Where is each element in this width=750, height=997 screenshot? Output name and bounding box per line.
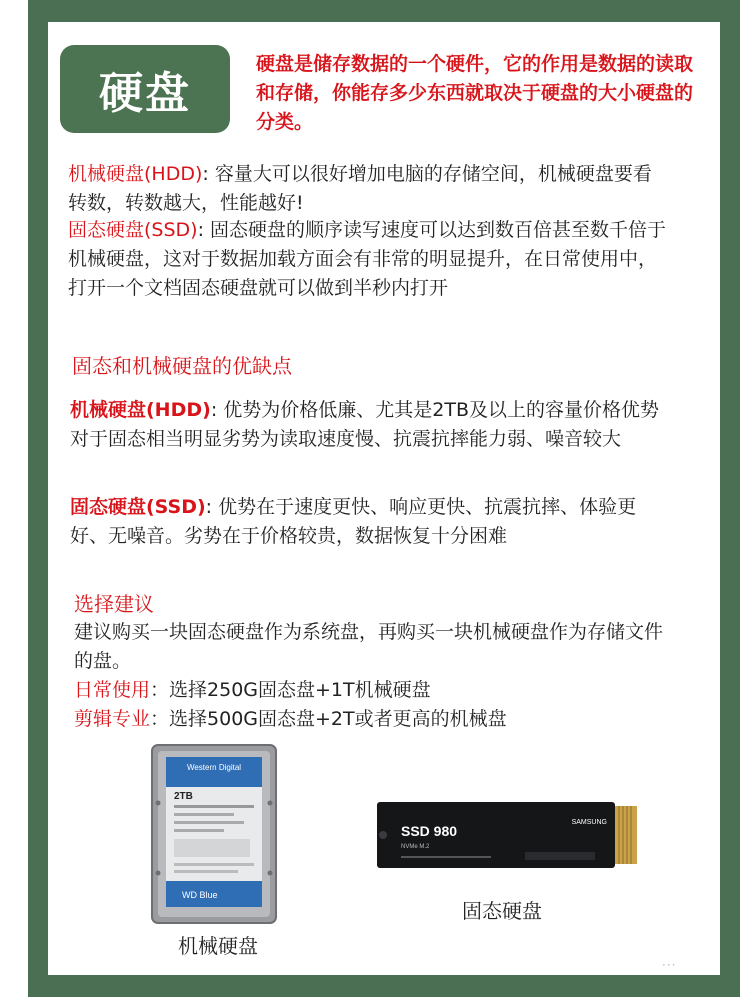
intro-text: 硬盘是储存数据的一个硬件，它的作用是数据的读取和存储，你能存多少东西就取决于硬盘的大小硬盘的分类。 xyxy=(256,53,694,133)
watermark: ··· xyxy=(662,958,677,972)
advice-text: 建议购买一块固态硬盘作为系统盘，再购买一块机械硬盘作为存储文件的盘。 xyxy=(74,621,664,672)
hdd-definition xyxy=(68,160,668,218)
ssd-image xyxy=(375,798,640,872)
ssd-definition-text: : 固态硬盘的顺序读写速度可以达到数百倍甚至数千倍于机械硬盘，这对于数据加载方面会有非常的明显提升，在日常使用中，打开一个文档固态硬盘就可以做到半秒内打开 xyxy=(68,219,667,299)
hdd-procon xyxy=(70,396,670,454)
ssd-label: 固态硬盘(SSD) xyxy=(68,219,198,241)
ssd-caption: 固态硬盘 xyxy=(462,899,542,923)
ssd-sub-text: NVMe M.2 xyxy=(401,844,430,850)
frame-border-top xyxy=(28,0,740,22)
ssd-model-text: SSD 980 xyxy=(401,823,458,839)
hdd-label: 机械硬盘(HDD) xyxy=(68,163,203,185)
advice-daily xyxy=(74,676,674,705)
hdd-image xyxy=(150,743,278,925)
ssd-definition xyxy=(68,216,668,303)
frame-border-right xyxy=(720,0,740,997)
advice-daily-text: ：选择250G固态盘+1T机械硬盘 xyxy=(150,679,431,701)
advice-edit-text: ：选择500G固态盘+2T或者更高的机械盘 xyxy=(150,708,507,730)
frame-border-left xyxy=(28,0,48,997)
advice-heading: 选择建议 xyxy=(74,592,154,616)
hdd-caption: 机械硬盘 xyxy=(178,934,258,958)
hdd-brand-text: Western Digital xyxy=(186,763,242,772)
advice-edit-label: 剪辑专业 xyxy=(74,708,151,730)
hdd-series-text: WD Blue xyxy=(182,890,218,900)
ssd-brand-text: SAMSUNG xyxy=(571,819,607,826)
title-badge xyxy=(60,45,230,133)
advice-edit xyxy=(74,705,674,734)
advice-daily-label: 日常使用 xyxy=(74,679,151,701)
ssd-procon-label: 固态硬盘(SSD) xyxy=(70,496,206,518)
hdd-procon-text: : 优势为价格低廉、尤其是2TB及以上的容量价格优势对于固态相当明显劣势为读取速度慢、抗震抗摔能力弱、噪音较大 xyxy=(70,399,659,450)
hdd-procon-label: 机械硬盘(HDD) xyxy=(70,399,211,421)
hdd-definition-text: : 容量大可以很好增加电脑的存储空间，机械硬盘要看转数，转数越大，性能越好! xyxy=(68,163,652,214)
procon-heading: 固态和机械硬盘的优缺点 xyxy=(72,354,292,378)
ssd-procon-text: : 优势在于速度更快、响应更快、抗震抗摔、体验更好、无噪音。劣势在于价格较贵，数据恢复十分困难 xyxy=(70,496,637,547)
ssd-procon xyxy=(70,493,670,551)
frame-border-bottom xyxy=(28,975,740,997)
hdd-capacity-text: 2TB xyxy=(174,791,193,802)
page-title: 硬盘 xyxy=(99,68,191,119)
